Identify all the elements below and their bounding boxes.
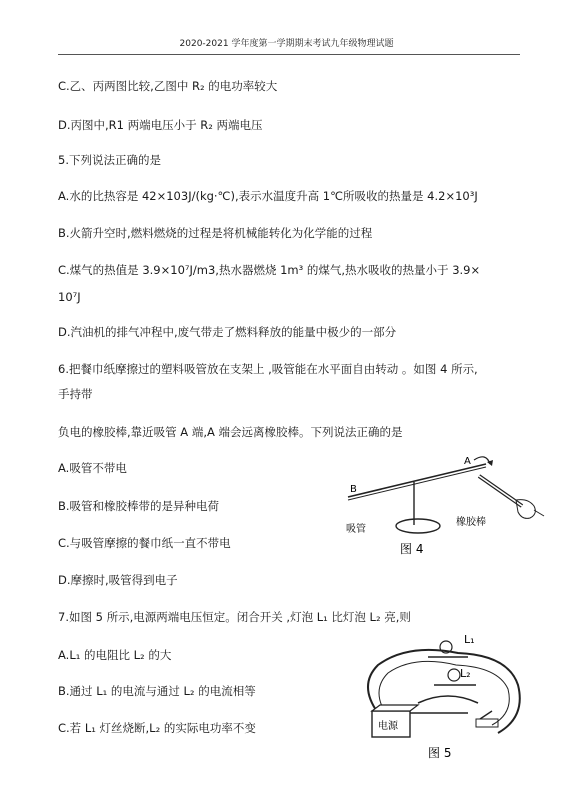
label-b: B <box>350 484 357 495</box>
q7-option-b: B.通过 L₁ 的电流与通过 L₂ 的电流相等 <box>58 684 256 698</box>
q5-option-b: B.火箭升空时,燃料燃烧的过程是将机械能转化为化学能的过程 <box>58 226 373 240</box>
q6-option-c: C.与吸管摩擦的餐巾纸一直不带电 <box>58 536 231 550</box>
q7-stem: 7.如图 5 所示,电源两端电压恒定。闭合开关 ,灯泡 L₁ 比灯泡 L₂ 亮,则 <box>58 610 411 624</box>
straw-line-lower <box>348 467 486 500</box>
rotation-arrowhead <box>487 460 493 466</box>
stand-base <box>396 519 440 533</box>
q6-stem-line2: 手持带 <box>58 387 93 401</box>
rubber-rod-inner <box>479 476 522 506</box>
header-rule <box>58 54 520 55</box>
figure-4-drawing <box>336 450 546 560</box>
switch-lever <box>480 711 492 719</box>
bulb-l2-icon <box>448 669 460 681</box>
label-l2: L₂ <box>460 667 471 680</box>
q6-stem-line1: 6.把餐巾纸摩擦过的塑料吸管放在支架上 ,吸管能在水平面自由转动 。如图 4 所示, <box>58 362 478 376</box>
q6-option-d: D.摩擦时,吸管得到电子 <box>58 573 178 587</box>
label-l1: L₁ <box>464 633 475 646</box>
q7-option-c: C.若 L₁ 灯丝烧断,L₂ 的实际电功率不变 <box>58 721 256 735</box>
q5-option-c-line2: 10⁷J <box>58 290 81 304</box>
q7-option-a: A.L₁ 的电阻比 L₂ 的大 <box>58 648 172 662</box>
label-straw: 吸管 <box>346 524 366 535</box>
middle-wire <box>418 696 478 703</box>
q5-option-a: A.水的比热容是 42×103J/(kg·℃),表示水温度升高 1℃所吸收的热量是 4.2×10³J <box>58 189 478 203</box>
page-header: 2020-2021 学年度第一学期期末考试九年级物理试题 <box>179 39 394 49</box>
label-a: A <box>464 456 471 467</box>
figure-5 <box>358 625 528 765</box>
figure-4-caption: 图 4 <box>400 542 424 556</box>
q6-option-b: B.吸管和橡胶棒带的是异种电荷 <box>58 499 220 513</box>
figure-5-drawing <box>358 625 528 765</box>
rotation-arrow <box>474 457 490 464</box>
q5-option-d: D.汽油机的排气冲程中,废气带走了燃料释放的能量中极少的一部分 <box>58 325 397 339</box>
q6-stem-line3: 负电的橡胶棒,靠近吸管 A 端,A 端会远离橡胶棒。下列说法正确的是 <box>58 425 403 439</box>
q4-option-d: D.丙图中,R1 两端电压小于 R₂ 两端电压 <box>58 118 263 132</box>
label-rod: 橡胶棒 <box>456 517 486 528</box>
figure-4 <box>336 450 546 560</box>
figure-5-caption: 图 5 <box>428 746 452 760</box>
q5-stem: 5.下列说法正确的是 <box>58 153 161 167</box>
q5-option-c-line1: C.煤气的热值是 3.9×10⁷J/m3,热水器燃烧 1m³ 的煤气,热水吸收的热量小于 3.9× <box>58 263 481 277</box>
q4-option-c: C.乙、丙两图比较,乙图中 R₂ 的电功率较大 <box>58 79 278 93</box>
label-source: 电源 <box>378 721 398 732</box>
power-source-top <box>372 705 418 711</box>
straw-line <box>348 464 486 497</box>
q6-option-a: A.吸管不带电 <box>58 461 127 475</box>
